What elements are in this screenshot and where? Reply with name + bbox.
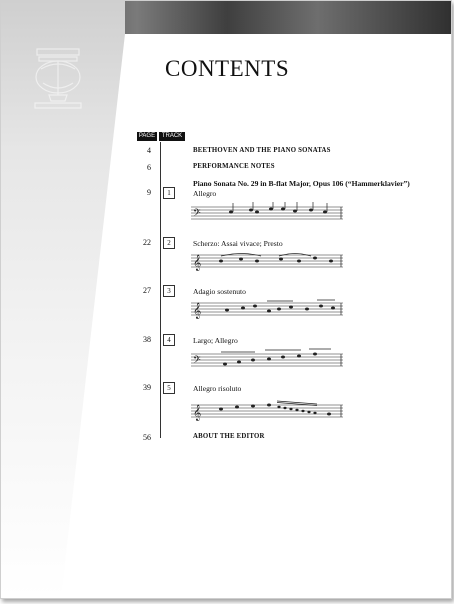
movement-title[interactable]: Allegro risoluto [193,384,242,393]
entry-page: 56 [143,433,151,442]
music-incipit-3 [191,297,343,319]
movement-title[interactable]: Allegro [193,189,217,198]
track-number: 1 [163,187,175,199]
entry-page: 38 [143,335,151,344]
entry-page: 6 [147,163,151,172]
track-number: 2 [163,237,175,249]
svg-text:𝄞: 𝄞 [193,406,202,421]
work-title[interactable]: Piano Sonata No. 29 in B-flat Major, Opus 106 (“Hammerklavier”) [193,179,410,188]
svg-text:𝄞: 𝄞 [193,256,202,271]
track-column-header: TRACK [159,132,185,141]
publisher-seal-icon [29,39,87,111]
entry-page: 39 [143,383,151,392]
column-divider [160,142,161,438]
entry-title[interactable]: ABOUT THE EDITOR [193,433,265,440]
entry-page: 4 [147,146,151,155]
track-number: 3 [163,285,175,297]
music-incipit-1 [191,201,343,223]
entry-title[interactable]: BEETHOVEN AND THE PIANO SONATAS [193,147,331,154]
page-column-header: PAGE [138,133,156,139]
entry-page: 22 [143,238,151,247]
music-incipit-2 [191,249,343,271]
entry-page: 9 [147,188,151,197]
svg-text:𝄢: 𝄢 [193,354,201,368]
svg-text:𝄞: 𝄞 [193,304,202,319]
movement-title[interactable]: Scherzo: Assai vivace; Presto [193,239,283,248]
track-number: 4 [163,334,175,346]
track-number: 5 [163,382,175,394]
music-incipit-4 [191,348,343,370]
page-title: CONTENTS [165,56,290,81]
entry-page: 27 [143,286,151,295]
movement-title[interactable]: Adagio sostenuto [193,287,246,296]
svg-text:𝄢: 𝄢 [193,207,201,221]
music-incipit-5 [191,399,343,421]
entry-title[interactable]: PERFORMANCE NOTES [193,163,275,170]
movement-title[interactable]: Largo; Allegro [193,336,238,345]
